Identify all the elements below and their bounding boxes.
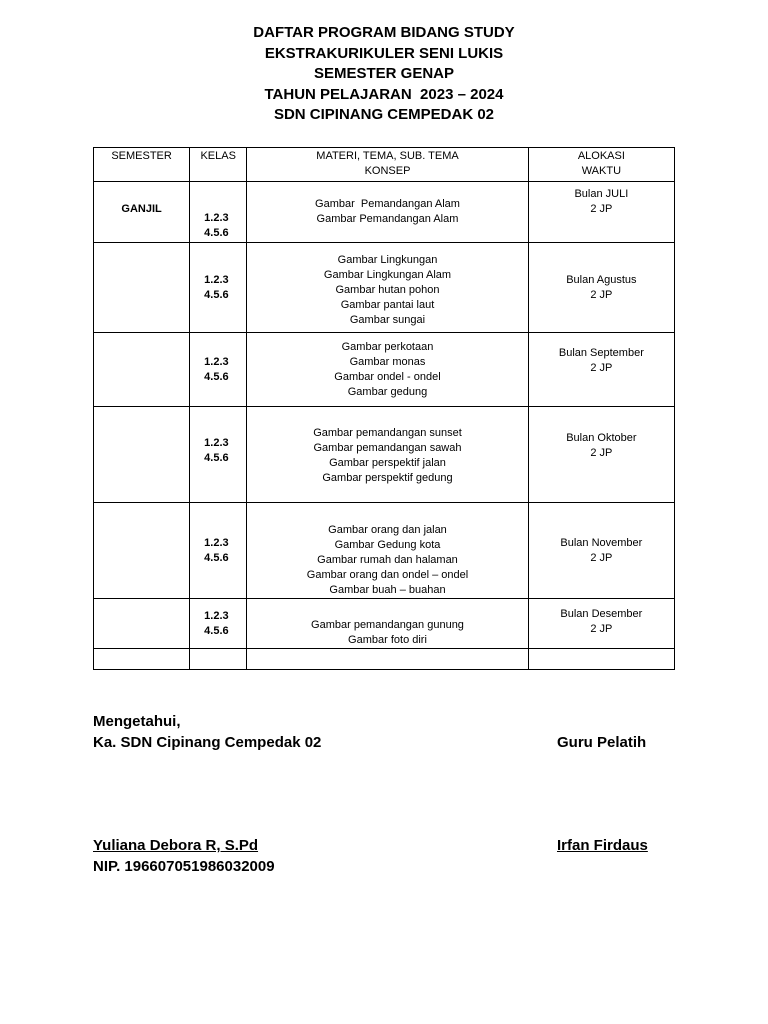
- kepala-name: Yuliana Debora R, S.Pd: [93, 837, 259, 854]
- title-line-2: EKSTRAKURIKULER SENI LUKIS: [264, 44, 504, 62]
- header-semester: [94, 148, 190, 182]
- materi-line: Gambar Pemandangan Alam: [316, 213, 459, 225]
- materi-line: Gambar monas: [349, 355, 426, 368]
- semester-cell: [94, 182, 190, 243]
- materi-line: Gambar hutan pohon: [335, 284, 440, 296]
- materi-line: Gambar rumah dan halaman: [317, 554, 458, 566]
- alokasi-hours: 2 JP: [590, 447, 613, 459]
- materi-cell: [247, 243, 528, 333]
- program-table: [93, 147, 675, 670]
- kelas-cell: [190, 503, 247, 599]
- header-materi-line-2: KONSEP: [364, 165, 411, 177]
- approval-block: [93, 711, 321, 753]
- materi-line: Gambar Gedung kota: [334, 539, 441, 551]
- title-line-4: TAHUN PELAJARAN 2023 – 2024: [264, 85, 504, 103]
- semester-cell: [94, 407, 190, 503]
- header-kelas-label: KELAS: [200, 150, 236, 162]
- materi-line: Gambar gedung: [347, 385, 428, 398]
- table-row: [94, 243, 675, 333]
- title-line-5: SDN CIPINANG CEMPEDAK 02: [273, 106, 495, 124]
- kepala-title: Ka. SDN Cipinang Cempedak 02: [93, 734, 322, 751]
- materi-line: Gambar perkotaan: [341, 340, 434, 353]
- materi-line: Gambar pemandangan sawah: [313, 442, 462, 454]
- empty-cell: [528, 649, 674, 670]
- materi-line: Gambar Lingkungan: [337, 254, 438, 266]
- header-alokasi-line-1: ALOKASI: [577, 150, 625, 162]
- materi-line: Gambar Pemandangan Alam: [315, 198, 460, 210]
- kelas-cell: [190, 407, 247, 503]
- alokasi-month: Bulan Desember: [560, 608, 643, 620]
- alokasi-month: Bulan JULI: [574, 188, 629, 200]
- materi-line: Gambar foto diri: [348, 634, 427, 646]
- kelas-cell: [190, 333, 247, 407]
- alokasi-hours: 2 JP: [590, 362, 613, 374]
- kelas-line-2: 4.5.6: [204, 227, 229, 239]
- materi-cell: [247, 599, 528, 649]
- table-header-row: [94, 148, 675, 182]
- materi-line: Gambar perspektif jalan: [329, 457, 446, 469]
- title-line-3: SEMESTER GENAP: [313, 65, 455, 83]
- materi-line: Gambar Lingkungan Alam: [323, 269, 452, 281]
- empty-cell: [190, 649, 247, 670]
- materi-line: Gambar pemandangan sunset: [313, 427, 462, 439]
- kepala-nip: NIP. 196607051986032009: [93, 858, 275, 875]
- table-row: [94, 333, 675, 407]
- kelas-line-1: 1.2.3: [204, 355, 229, 368]
- alokasi-month: Bulan September: [558, 347, 644, 359]
- alokasi-month: Bulan Oktober: [566, 432, 637, 444]
- semester-cell: [94, 503, 190, 599]
- kelas-cell: [190, 182, 247, 243]
- table-row: [94, 407, 675, 503]
- materi-line: Gambar pemandangan gunung: [311, 619, 464, 631]
- table-row: [94, 599, 675, 649]
- guru-name: Irfan Firdaus: [557, 837, 648, 854]
- kelas-line-2: 4.5.6: [204, 370, 229, 383]
- title-line-1: DAFTAR PROGRAM BIDANG STUDY: [253, 24, 515, 41]
- materi-line: Gambar buah – buahan: [329, 584, 446, 596]
- header-alokasi-line-2: WAKTU: [581, 165, 622, 177]
- kelas-line-2: 4.5.6: [204, 551, 229, 564]
- header-materi-line-1: MATERI, TEMA, SUB. TEMA: [316, 150, 459, 162]
- alokasi-hours: 2 JP: [590, 623, 613, 635]
- kelas-line-1: 1.2.3: [204, 212, 229, 224]
- materi-line: Gambar sungai: [349, 314, 426, 326]
- semester-cell: [94, 599, 190, 649]
- semester-cell: [94, 333, 190, 407]
- materi-line: Gambar orang dan ondel – ondel: [306, 569, 469, 581]
- kelas-line-2: 4.5.6: [204, 624, 229, 637]
- alokasi-hours: 2 JP: [590, 203, 613, 215]
- materi-line: Gambar pantai laut: [340, 299, 435, 311]
- alokasi-cell: [528, 503, 674, 599]
- materi-cell: [247, 407, 528, 503]
- semester-value: GANJIL: [121, 203, 162, 215]
- kelas-cell: [190, 599, 247, 649]
- table-row: [94, 182, 675, 243]
- alokasi-month: Bulan November: [560, 536, 643, 549]
- kelas-line-1: 1.2.3: [204, 273, 229, 286]
- alokasi-month: Bulan Agustus: [566, 273, 637, 286]
- empty-cell: [94, 649, 190, 670]
- header-alokasi: [528, 148, 674, 182]
- kepala-signature-block: [93, 835, 275, 877]
- alokasi-cell: [528, 182, 674, 243]
- semester-cell: [94, 243, 190, 333]
- materi-line: Gambar orang dan jalan: [328, 524, 447, 536]
- materi-cell: [247, 503, 528, 599]
- mengetahui-label: Mengetahui,: [93, 713, 181, 730]
- alokasi-hours: 2 JP: [590, 551, 613, 564]
- kelas-line-1: 1.2.3: [204, 437, 229, 449]
- materi-line: Gambar perspektif gedung: [322, 472, 453, 484]
- kelas-cell: [190, 243, 247, 333]
- alokasi-cell: [528, 333, 674, 407]
- table-row: [94, 503, 675, 599]
- document-title: [0, 23, 768, 126]
- alokasi-cell: [528, 599, 674, 649]
- materi-cell: [247, 333, 528, 407]
- kelas-line-1: 1.2.3: [204, 536, 229, 549]
- alokasi-cell: [528, 407, 674, 503]
- guru-title: Guru Pelatih: [557, 734, 647, 751]
- kelas-line-2: 4.5.6: [204, 288, 229, 301]
- header-materi: [247, 148, 528, 182]
- materi-cell: [247, 182, 528, 243]
- kelas-line-2: 4.5.6: [204, 452, 229, 464]
- header-semester-label: SEMESTER: [111, 150, 172, 162]
- empty-cell: [247, 649, 528, 670]
- kelas-line-1: 1.2.3: [204, 609, 229, 622]
- alokasi-hours: 2 JP: [590, 288, 613, 301]
- alokasi-cell: [528, 243, 674, 333]
- header-kelas: [190, 148, 247, 182]
- materi-line: Gambar ondel - ondel: [334, 370, 441, 383]
- empty-table-row: [94, 649, 675, 670]
